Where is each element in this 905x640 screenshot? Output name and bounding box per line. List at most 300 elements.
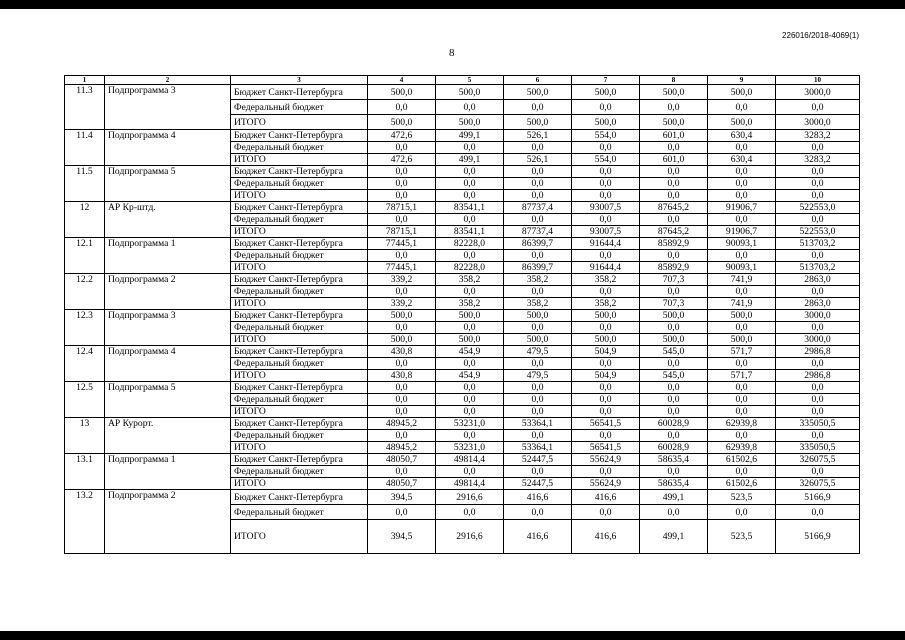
funding-source: ИТОГО <box>231 115 368 130</box>
year-value: 545,0 <box>640 370 708 382</box>
year-value: 571,7 <box>708 370 776 382</box>
year-value: 416,6 <box>504 520 572 554</box>
year-value: 500,0 <box>708 115 776 130</box>
year-value: 0,0 <box>640 505 708 520</box>
year-value: 0,0 <box>708 178 776 190</box>
year-value: 93007,5 <box>572 202 640 214</box>
funding-source: Федеральный бюджет <box>231 466 368 478</box>
total-value: 3000,0 <box>776 85 860 100</box>
year-value: 53231,0 <box>436 418 504 430</box>
year-value: 0,0 <box>504 322 572 334</box>
year-value: 0,0 <box>640 250 708 262</box>
year-value: 91644,4 <box>572 238 640 250</box>
year-value: 78715,1 <box>368 202 436 214</box>
year-value: 55624,9 <box>572 478 640 490</box>
total-value: 2863,0 <box>776 298 860 310</box>
table-row <box>65 310 860 322</box>
year-value: 0,0 <box>504 166 572 178</box>
year-value: 87645,2 <box>640 202 708 214</box>
year-value: 416,6 <box>572 520 640 554</box>
year-value: 0,0 <box>708 382 776 394</box>
year-value: 83541,1 <box>436 202 504 214</box>
total-value: 3000,0 <box>776 115 860 130</box>
table-row <box>65 238 860 250</box>
year-value: 87737,4 <box>504 202 572 214</box>
funding-source: Бюджет Санкт-Петербурга <box>231 166 368 178</box>
total-value: 0,0 <box>776 178 860 190</box>
total-value: 0,0 <box>776 382 860 394</box>
total-value: 0,0 <box>776 466 860 478</box>
year-value: 52447,5 <box>504 478 572 490</box>
year-value: 0,0 <box>572 382 640 394</box>
year-value: 0,0 <box>436 286 504 298</box>
item-name: АР Кр-штд. <box>105 202 231 238</box>
year-value: 500,0 <box>436 310 504 322</box>
scan-border-bottom <box>0 631 905 640</box>
budget-table <box>64 75 860 554</box>
column-number: 3 <box>231 76 368 85</box>
year-value: 504,9 <box>572 346 640 358</box>
year-value: 707,3 <box>640 298 708 310</box>
item-number: 12.2 <box>65 274 105 310</box>
year-value: 500,0 <box>640 310 708 322</box>
year-value: 479,5 <box>504 370 572 382</box>
item-name: Подпрограмма 5 <box>105 382 231 418</box>
year-value: 0,0 <box>436 406 504 418</box>
year-value: 0,0 <box>436 190 504 202</box>
table-row <box>65 202 860 214</box>
year-value: 0,0 <box>368 466 436 478</box>
item-number: 11.4 <box>65 130 105 166</box>
year-value: 500,0 <box>504 85 572 100</box>
year-value: 49814,4 <box>436 478 504 490</box>
total-value: 3000,0 <box>776 334 860 346</box>
year-value: 0,0 <box>368 406 436 418</box>
column-number: 4 <box>368 76 436 85</box>
funding-source: ИТОГО <box>231 442 368 454</box>
year-value: 0,0 <box>572 250 640 262</box>
year-value: 0,0 <box>640 166 708 178</box>
funding-source: Бюджет Санкт-Петербурга <box>231 238 368 250</box>
year-value: 504,9 <box>572 370 640 382</box>
year-value: 0,0 <box>436 394 504 406</box>
year-value: 0,0 <box>504 190 572 202</box>
year-value: 58635,4 <box>640 454 708 466</box>
year-value: 0,0 <box>640 286 708 298</box>
year-value: 78715,1 <box>368 226 436 238</box>
year-value: 0,0 <box>572 394 640 406</box>
total-value: 3283,2 <box>776 154 860 166</box>
year-value: 0,0 <box>640 466 708 478</box>
funding-source: ИТОГО <box>231 298 368 310</box>
year-value: 60028,9 <box>640 442 708 454</box>
year-value: 0,0 <box>708 286 776 298</box>
year-value: 394,5 <box>368 490 436 505</box>
year-value: 56541,5 <box>572 418 640 430</box>
year-value: 0,0 <box>708 166 776 178</box>
year-value: 358,2 <box>436 274 504 286</box>
year-value: 62939,8 <box>708 442 776 454</box>
year-value: 0,0 <box>708 250 776 262</box>
year-value: 0,0 <box>504 358 572 370</box>
year-value: 0,0 <box>572 322 640 334</box>
year-value: 358,2 <box>436 298 504 310</box>
year-value: 0,0 <box>504 214 572 226</box>
year-value: 0,0 <box>368 286 436 298</box>
table-row <box>65 490 860 505</box>
year-value: 430,8 <box>368 346 436 358</box>
year-value: 339,2 <box>368 298 436 310</box>
year-value: 0,0 <box>640 430 708 442</box>
total-value: 0,0 <box>776 394 860 406</box>
funding-source: Федеральный бюджет <box>231 430 368 442</box>
year-value: 0,0 <box>640 382 708 394</box>
table-row <box>65 418 860 430</box>
year-value: 500,0 <box>572 115 640 130</box>
total-value: 0,0 <box>776 505 860 520</box>
year-value: 53364,1 <box>504 418 572 430</box>
funding-source: Бюджет Санкт-Петербурга <box>231 454 368 466</box>
year-value: 0,0 <box>572 142 640 154</box>
year-value: 500,0 <box>708 310 776 322</box>
year-value: 0,0 <box>436 178 504 190</box>
year-value: 358,2 <box>572 274 640 286</box>
year-value: 571,7 <box>708 346 776 358</box>
year-value: 0,0 <box>368 430 436 442</box>
table-row <box>65 454 860 466</box>
item-name: Подпрограмма 2 <box>105 274 231 310</box>
year-value: 741,9 <box>708 298 776 310</box>
year-value: 741,9 <box>708 274 776 286</box>
total-value: 326075,5 <box>776 454 860 466</box>
table-row <box>65 166 860 178</box>
year-value: 500,0 <box>436 334 504 346</box>
year-value: 0,0 <box>708 430 776 442</box>
year-value: 523,5 <box>708 490 776 505</box>
funding-source: Федеральный бюджет <box>231 394 368 406</box>
total-value: 522553,0 <box>776 226 860 238</box>
total-value: 0,0 <box>776 142 860 154</box>
year-value: 53364,1 <box>504 442 572 454</box>
year-value: 58635,4 <box>640 478 708 490</box>
year-value: 62939,8 <box>708 418 776 430</box>
funding-source: ИТОГО <box>231 226 368 238</box>
year-value: 500,0 <box>504 310 572 322</box>
item-number: 12.3 <box>65 310 105 346</box>
year-value: 0,0 <box>368 190 436 202</box>
funding-source: Бюджет Санкт-Петербурга <box>231 382 368 394</box>
year-value: 416,6 <box>572 490 640 505</box>
year-value: 0,0 <box>436 142 504 154</box>
item-number: 13 <box>65 418 105 454</box>
column-number: 6 <box>504 76 572 85</box>
funding-source: Федеральный бюджет <box>231 100 368 115</box>
year-value: 0,0 <box>572 406 640 418</box>
year-value: 0,0 <box>368 322 436 334</box>
year-value: 82228,0 <box>436 238 504 250</box>
year-value: 0,0 <box>436 505 504 520</box>
document-number: 226016/2018-4069(1) <box>782 31 859 40</box>
funding-source: Бюджет Санкт-Петербурга <box>231 490 368 505</box>
column-number: 10 <box>776 76 860 85</box>
year-value: 500,0 <box>436 85 504 100</box>
year-value: 0,0 <box>708 406 776 418</box>
funding-source: ИТОГО <box>231 370 368 382</box>
column-number: 2 <box>105 76 231 85</box>
year-value: 0,0 <box>708 100 776 115</box>
item-name: АР Курорт. <box>105 418 231 454</box>
year-value: 0,0 <box>504 142 572 154</box>
column-number: 7 <box>572 76 640 85</box>
year-value: 0,0 <box>504 430 572 442</box>
year-value: 2916,6 <box>436 490 504 505</box>
year-value: 48050,7 <box>368 454 436 466</box>
funding-source: ИТОГО <box>231 406 368 418</box>
item-name: Подпрограмма 1 <box>105 238 231 274</box>
item-number: 12.1 <box>65 238 105 274</box>
funding-source: ИТОГО <box>231 154 368 166</box>
year-value: 0,0 <box>640 214 708 226</box>
year-value: 554,0 <box>572 154 640 166</box>
year-value: 0,0 <box>640 322 708 334</box>
year-value: 77445,1 <box>368 238 436 250</box>
column-number: 5 <box>436 76 504 85</box>
year-value: 0,0 <box>640 178 708 190</box>
funding-source: Бюджет Санкт-Петербурга <box>231 202 368 214</box>
table-row <box>65 130 860 142</box>
total-value: 0,0 <box>776 406 860 418</box>
year-value: 0,0 <box>640 358 708 370</box>
year-value: 0,0 <box>572 214 640 226</box>
year-value: 0,0 <box>368 178 436 190</box>
year-value: 0,0 <box>504 466 572 478</box>
table-row <box>65 85 860 100</box>
year-value: 0,0 <box>708 190 776 202</box>
year-value: 472,6 <box>368 130 436 142</box>
year-value: 0,0 <box>436 358 504 370</box>
year-value: 0,0 <box>572 505 640 520</box>
year-value: 0,0 <box>708 466 776 478</box>
year-value: 0,0 <box>368 358 436 370</box>
year-value: 630,4 <box>708 130 776 142</box>
total-value: 0,0 <box>776 100 860 115</box>
year-value: 91906,7 <box>708 226 776 238</box>
funding-source: ИТОГО <box>231 262 368 274</box>
year-value: 0,0 <box>368 166 436 178</box>
item-number: 11.3 <box>65 85 105 130</box>
year-value: 0,0 <box>708 322 776 334</box>
column-number: 1 <box>65 76 105 85</box>
item-name: Подпрограмма 4 <box>105 130 231 166</box>
year-value: 56541,5 <box>572 442 640 454</box>
total-value: 2986,8 <box>776 370 860 382</box>
year-value: 49814,4 <box>436 454 504 466</box>
year-value: 83541,1 <box>436 226 504 238</box>
funding-source: Федеральный бюджет <box>231 358 368 370</box>
year-value: 601,0 <box>640 130 708 142</box>
year-value: 0,0 <box>436 466 504 478</box>
funding-source: Федеральный бюджет <box>231 286 368 298</box>
year-value: 601,0 <box>640 154 708 166</box>
year-value: 55624,9 <box>572 454 640 466</box>
year-value: 0,0 <box>436 430 504 442</box>
year-value: 0,0 <box>436 382 504 394</box>
total-value: 5166,9 <box>776 490 860 505</box>
year-value: 0,0 <box>436 214 504 226</box>
year-value: 499,1 <box>436 154 504 166</box>
year-value: 479,5 <box>504 346 572 358</box>
year-value: 60028,9 <box>640 418 708 430</box>
year-value: 0,0 <box>504 505 572 520</box>
year-value: 0,0 <box>368 382 436 394</box>
year-value: 0,0 <box>504 406 572 418</box>
year-value: 500,0 <box>436 115 504 130</box>
year-value: 500,0 <box>368 310 436 322</box>
funding-source: Федеральный бюджет <box>231 505 368 520</box>
item-name: Подпрограмма 5 <box>105 166 231 202</box>
table-row <box>65 346 860 358</box>
year-value: 82228,0 <box>436 262 504 274</box>
year-value: 0,0 <box>572 190 640 202</box>
year-value: 0,0 <box>368 100 436 115</box>
year-value: 86399,7 <box>504 238 572 250</box>
column-number: 9 <box>708 76 776 85</box>
year-value: 500,0 <box>572 334 640 346</box>
item-number: 13.1 <box>65 454 105 490</box>
total-value: 335050,5 <box>776 442 860 454</box>
total-value: 0,0 <box>776 286 860 298</box>
total-value: 513703,2 <box>776 262 860 274</box>
year-value: 0,0 <box>572 430 640 442</box>
year-value: 86399,7 <box>504 262 572 274</box>
total-value: 3000,0 <box>776 310 860 322</box>
year-value: 358,2 <box>504 274 572 286</box>
year-value: 53231,0 <box>436 442 504 454</box>
funding-source: Федеральный бюджет <box>231 142 368 154</box>
year-value: 0,0 <box>436 250 504 262</box>
column-number-row <box>65 76 860 85</box>
year-value: 707,3 <box>640 274 708 286</box>
year-value: 0,0 <box>708 505 776 520</box>
funding-source: ИТОГО <box>231 478 368 490</box>
year-value: 0,0 <box>640 100 708 115</box>
year-value: 48945,2 <box>368 418 436 430</box>
total-value: 0,0 <box>776 430 860 442</box>
funding-source: Бюджет Санкт-Петербурга <box>231 85 368 100</box>
funding-source: Федеральный бюджет <box>231 214 368 226</box>
year-value: 499,1 <box>640 490 708 505</box>
year-value: 339,2 <box>368 274 436 286</box>
year-value: 2916,6 <box>436 520 504 554</box>
year-value: 0,0 <box>504 178 572 190</box>
total-value: 326075,5 <box>776 478 860 490</box>
year-value: 52447,5 <box>504 454 572 466</box>
year-value: 77445,1 <box>368 262 436 274</box>
year-value: 85892,9 <box>640 262 708 274</box>
year-value: 91644,4 <box>572 262 640 274</box>
year-value: 358,2 <box>572 298 640 310</box>
year-value: 0,0 <box>708 142 776 154</box>
funding-source: Федеральный бюджет <box>231 250 368 262</box>
year-value: 500,0 <box>368 115 436 130</box>
year-value: 0,0 <box>368 505 436 520</box>
year-value: 500,0 <box>368 334 436 346</box>
year-value: 394,5 <box>368 520 436 554</box>
funding-source: Бюджет Санкт-Петербурга <box>231 130 368 142</box>
total-value: 513703,2 <box>776 238 860 250</box>
year-value: 0,0 <box>708 214 776 226</box>
year-value: 0,0 <box>368 214 436 226</box>
total-value: 0,0 <box>776 322 860 334</box>
year-value: 0,0 <box>572 100 640 115</box>
item-name: Подпрограмма 3 <box>105 85 231 130</box>
total-value: 2863,0 <box>776 274 860 286</box>
year-value: 523,5 <box>708 520 776 554</box>
year-value: 48945,2 <box>368 442 436 454</box>
year-value: 526,1 <box>504 130 572 142</box>
item-name: Подпрограмма 4 <box>105 346 231 382</box>
item-number: 12.4 <box>65 346 105 382</box>
year-value: 0,0 <box>572 466 640 478</box>
item-number: 13.2 <box>65 490 105 554</box>
year-value: 0,0 <box>640 394 708 406</box>
funding-source: Федеральный бюджет <box>231 178 368 190</box>
year-value: 0,0 <box>640 190 708 202</box>
year-value: 0,0 <box>368 394 436 406</box>
funding-source: Бюджет Санкт-Петербурга <box>231 310 368 322</box>
year-value: 500,0 <box>504 334 572 346</box>
year-value: 87737,4 <box>504 226 572 238</box>
year-value: 0,0 <box>436 100 504 115</box>
item-name: Подпрограмма 3 <box>105 310 231 346</box>
year-value: 0,0 <box>640 142 708 154</box>
item-name: Подпрограмма 1 <box>105 454 231 490</box>
item-number: 11.5 <box>65 166 105 202</box>
year-value: 358,2 <box>504 298 572 310</box>
total-value: 0,0 <box>776 358 860 370</box>
year-value: 0,0 <box>572 178 640 190</box>
column-number: 8 <box>640 76 708 85</box>
funding-source: ИТОГО <box>231 190 368 202</box>
total-value: 0,0 <box>776 166 860 178</box>
year-value: 500,0 <box>368 85 436 100</box>
year-value: 454,9 <box>436 370 504 382</box>
year-value: 416,6 <box>504 490 572 505</box>
table-row <box>65 274 860 286</box>
year-value: 430,8 <box>368 370 436 382</box>
year-value: 0,0 <box>504 250 572 262</box>
scan-border-top <box>0 0 905 9</box>
year-value: 472,6 <box>368 154 436 166</box>
total-value: 522553,0 <box>776 202 860 214</box>
year-value: 500,0 <box>572 310 640 322</box>
year-value: 500,0 <box>708 334 776 346</box>
item-number: 12 <box>65 202 105 238</box>
funding-source: Федеральный бюджет <box>231 322 368 334</box>
year-value: 61502,6 <box>708 478 776 490</box>
year-value: 48050,7 <box>368 478 436 490</box>
table-row <box>65 382 860 394</box>
year-value: 0,0 <box>436 166 504 178</box>
total-value: 0,0 <box>776 214 860 226</box>
funding-source: Бюджет Санкт-Петербурга <box>231 346 368 358</box>
year-value: 93007,5 <box>572 226 640 238</box>
year-value: 91906,7 <box>708 202 776 214</box>
year-value: 0,0 <box>708 394 776 406</box>
year-value: 0,0 <box>708 358 776 370</box>
year-value: 0,0 <box>572 358 640 370</box>
year-value: 500,0 <box>640 85 708 100</box>
